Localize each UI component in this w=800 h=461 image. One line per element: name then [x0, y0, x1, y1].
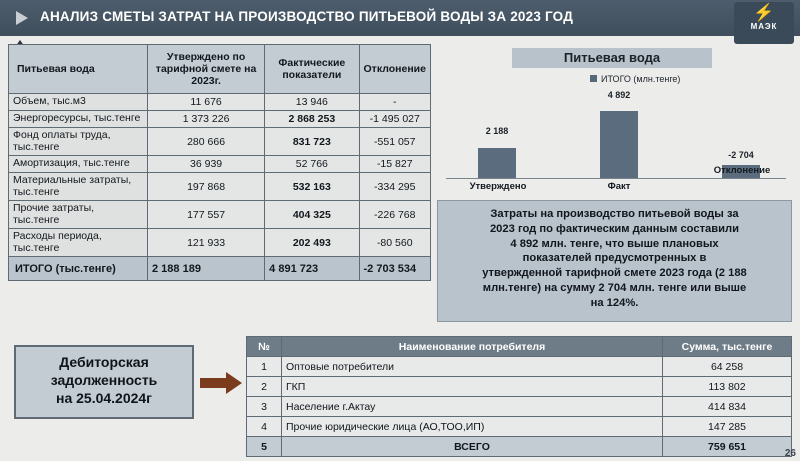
row-consumer: Оптовые потребители [282, 357, 663, 377]
callout-line-1: Затраты на производство питьевой воды за [490, 208, 739, 220]
table-row [9, 156, 431, 173]
col-header-plan: Утверждено по тарифной смете на 2023г. [148, 45, 265, 94]
row-index: 1 [247, 357, 282, 377]
row-fact: 13 946 [265, 94, 359, 111]
row-fact: 202 493 [265, 229, 359, 257]
debtor-line-3: на 25.04.2024г [55, 390, 153, 407]
row-label: Расходы периода, тыс.тенге [9, 229, 148, 257]
table-header-row [9, 45, 431, 94]
row-deviation: -1 495 027 [359, 111, 430, 128]
legend-label: ИТОГО (млн.тенге) [601, 74, 681, 84]
row-deviation: -334 295 [359, 173, 430, 201]
row-label: Объем, тыс.м3 [9, 94, 148, 111]
row-fact: 2 868 253 [265, 111, 359, 128]
row-label: Фонд оплаты труда, тыс.тенге [9, 128, 148, 156]
total-amount: 759 651 [663, 437, 792, 457]
row-fact: 831 723 [265, 128, 359, 156]
total-index: 5 [247, 437, 282, 457]
summary-callout [437, 200, 792, 322]
callout-line-6: млн.тенге) на сумму 2 704 млн. тенге или выше [482, 281, 747, 294]
row-plan: 197 868 [148, 173, 265, 201]
table-row [9, 94, 431, 111]
row-plan: 36 939 [148, 156, 265, 173]
bar-label-approved: 2 188 [485, 126, 509, 136]
row-deviation: -15 827 [359, 156, 430, 173]
consumers-total-row [247, 437, 792, 457]
row-fact: 404 325 [265, 201, 359, 229]
col-header-fact: Фактические показатели [265, 45, 359, 94]
row-amount: 113 802 [663, 377, 792, 397]
cost-table [8, 44, 431, 281]
chart-axis [446, 178, 786, 179]
total-plan: 2 188 189 [148, 257, 265, 281]
callout-line-3: 4 892 млн. тенге, что выше плановых [510, 237, 719, 250]
bar-label-fact: 4 892 [607, 90, 631, 100]
slide-header [0, 0, 800, 36]
table-total-row [9, 257, 431, 281]
row-consumer: Прочие юридические лица (АО,ТОО,ИП) [282, 417, 663, 437]
bar-fact [600, 111, 638, 178]
consumers-table [246, 336, 792, 457]
company-logo [734, 2, 794, 44]
row-index: 2 [247, 377, 282, 397]
chart-plot-area [440, 90, 792, 190]
debtor-line-1: Дебиторская [59, 354, 149, 370]
page-number: 26 [784, 448, 796, 459]
row-label: Энергоресурсы, тыс.тенге [9, 111, 148, 128]
bar-category-deviation: Отклонение [713, 165, 771, 176]
row-plan: 177 557 [148, 201, 265, 229]
row-plan: 121 933 [148, 229, 265, 257]
table-row [9, 201, 431, 229]
bar-category-approved: Утверждено [469, 181, 527, 192]
row-deviation: -551 057 [359, 128, 430, 156]
page-title: АНАЛИЗ СМЕТЫ ЗАТРАТ НА ПРОИЗВОДСТВО ПИТЬЕВОЙ ВОДЫ ЗА 2023 ГОД [40, 9, 574, 24]
row-deviation: - [359, 94, 430, 111]
debtor-box [14, 345, 194, 419]
col-header-item: Питьевая вода [9, 45, 148, 94]
table-row [247, 397, 792, 417]
total-deviation: -2 703 534 [359, 257, 430, 281]
row-amount: 414 834 [663, 397, 792, 417]
table-row [9, 111, 431, 128]
row-fact: 52 766 [265, 156, 359, 173]
bar-chart [440, 48, 792, 196]
row-deviation: -226 768 [359, 201, 430, 229]
row-plan: 11 676 [148, 94, 265, 111]
row-consumer: Население г.Актау [282, 397, 663, 417]
row-plan: 1 373 226 [148, 111, 265, 128]
lightning-bolt-icon: ⚡ [753, 3, 775, 22]
arrow-right-large-icon [200, 372, 242, 394]
col-header-consumer: Наименование потребителя [282, 337, 663, 357]
row-label: Материальные затраты, тыс.тенге [9, 173, 148, 201]
row-index: 3 [247, 397, 282, 417]
col-header-deviation: Отклонение [359, 45, 430, 94]
callout-line-4: показателей предусмотренных в [522, 252, 707, 265]
table-row [247, 357, 792, 377]
row-consumer: ГКП [282, 377, 663, 397]
chart-title: Питьевая вода [512, 48, 712, 68]
total-label: ВСЕГО [282, 437, 663, 457]
logo-label: МАЭК [750, 22, 778, 31]
table-row [247, 377, 792, 397]
col-header-amount: Сумма, тыс.тенге [663, 337, 792, 357]
row-label: Прочие затраты, тыс.тенге [9, 201, 148, 229]
debtor-line-2: задолженность [50, 372, 158, 389]
total-fact: 4 891 723 [265, 257, 359, 281]
consumers-header-row [247, 337, 792, 357]
row-plan: 280 666 [148, 128, 265, 156]
table-row [9, 128, 431, 156]
callout-line-5: утвержденной тарифной смете 2023 года (2 188 [482, 267, 747, 280]
row-label: Амортизация, тыс.тенге [9, 156, 148, 173]
row-index: 4 [247, 417, 282, 437]
callout-line-2: 2023 год по фактическим данным составили [489, 222, 740, 235]
bar-category-fact: Факт [607, 181, 631, 192]
row-deviation: -80 560 [359, 229, 430, 257]
col-header-index: № [247, 337, 282, 357]
bar-label-deviation: -2 704 [728, 150, 754, 160]
table-row [247, 417, 792, 437]
table-row [9, 229, 431, 257]
row-amount: 147 285 [663, 417, 792, 437]
arrow-right-icon [16, 11, 28, 25]
row-fact: 532 163 [265, 173, 359, 201]
row-amount: 64 258 [663, 357, 792, 377]
callout-line-7: на 124%. [590, 296, 639, 309]
legend-swatch-icon [590, 75, 597, 82]
bar-approved [478, 148, 516, 178]
chart-legend [590, 74, 680, 84]
table-row [9, 173, 431, 201]
total-label: ИТОГО (тыс.тенге) [9, 257, 148, 281]
